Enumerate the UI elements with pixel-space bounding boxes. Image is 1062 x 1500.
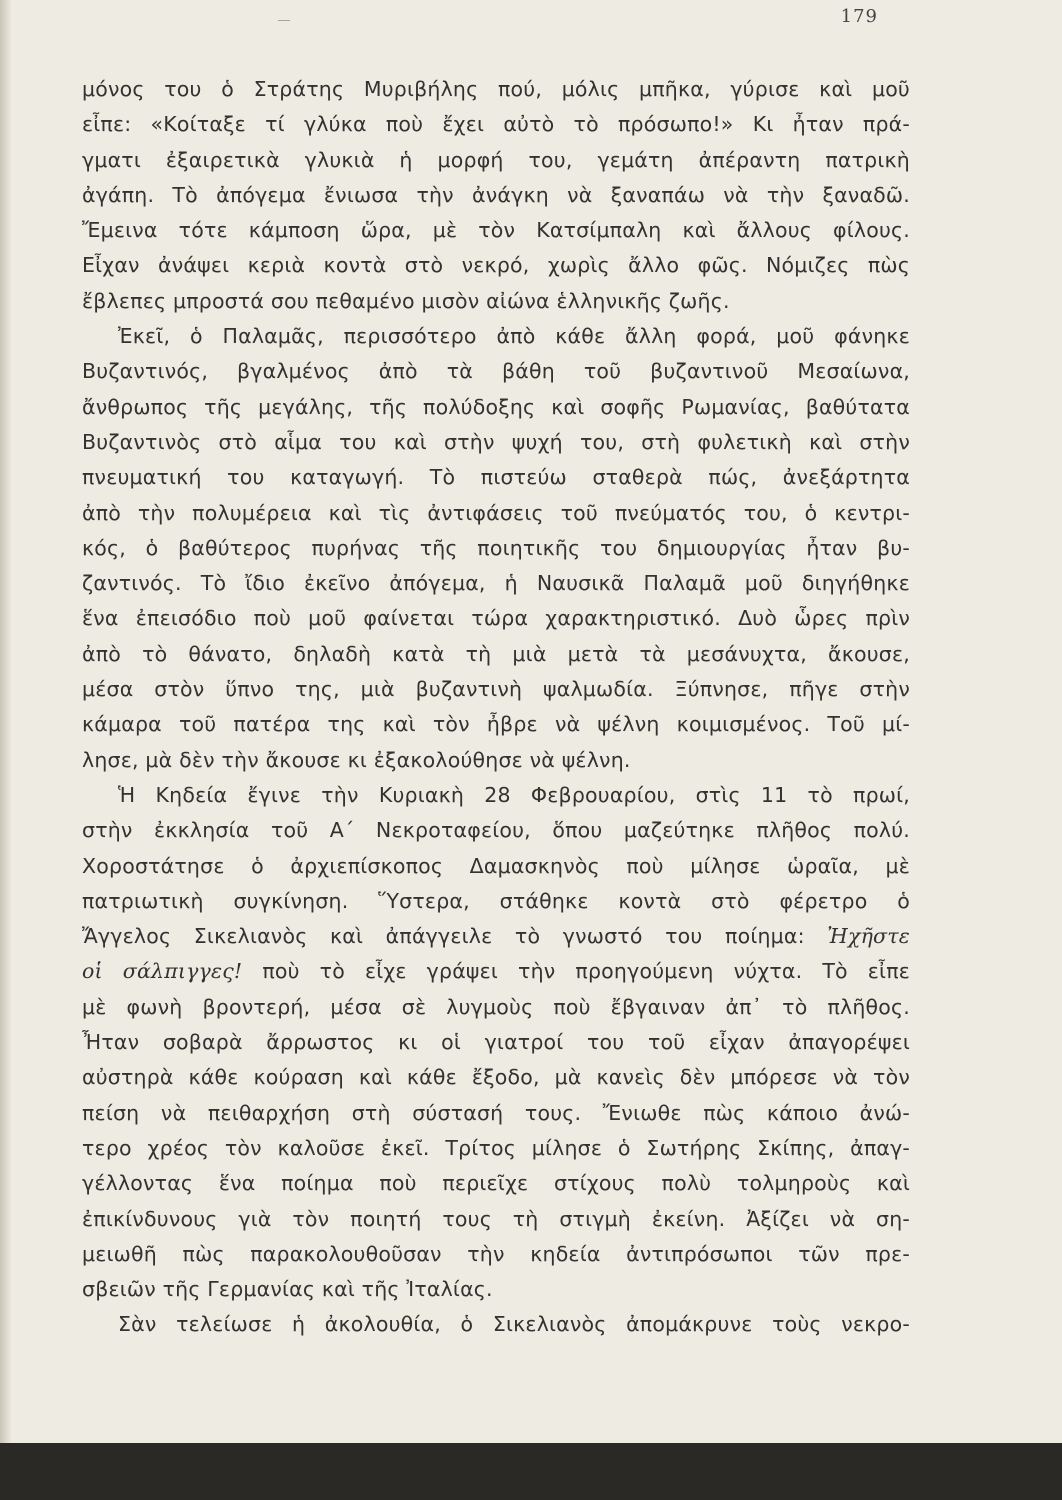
top-rule-mark (278, 20, 290, 21)
page-binding-shadow (0, 0, 12, 1443)
paragraph-start-line: Ἐκεῖ, ὁ Παλαμᾶς, περισσότερο ἀπὸ κάθε ἄλλη φορά, μοῦ φάνηκε (118, 324, 910, 349)
page-number: 179 (840, 6, 878, 27)
paragraph-start-line: Σὰν τελείωσε ἡ ἀκολουθία, ὁ Σικελιανὸς ἀπομάκρυνε τοὺς νεκρο- (118, 1312, 910, 1337)
scanner-bottom-edge (0, 1443, 1062, 1500)
poem-title-part2: οἱ σάλπιγγες! (82, 959, 243, 984)
text-line-with-title (82, 954, 910, 989)
text-segment: Ἄγγελος Σικελιανὸς καὶ ἀπάγγειλε τὸ γνωστό του ποίημα: (82, 924, 805, 949)
text-line: εἶπε: «Κοίταξε τί γλύκα ποὺ ἔχει αὐτὸ τὸ πρόσωπο!» Κι ἦταν πρά- (82, 112, 910, 137)
text-line: ἐπικίνδυνους γιὰ τὸν ποιητή τους τὴ στιγμὴ ἐκείνη. Ἀξίζει νὰ ση- (82, 1206, 910, 1231)
text-line: πείση νὰ πειθαρχήση στὴ σύστασή τους. Ἔνιωθε πὼς κάποιο ἀνώ- (82, 1100, 910, 1125)
text-line: λησε, μὰ δὲν τὴν ἄκουσε κι ἐξακολούθησε νὰ ψέλνη. (82, 747, 631, 772)
text-line: μειωθῆ πὼς παρακολουθοῦσαν τὴν κηδεία ἀντιπρόσωποι τῶν πρε- (82, 1241, 910, 1266)
text-segment: ποὺ τὸ εἶχε γράψει τὴν προηγούμενη νύχτα. Τὸ εἶπε (262, 959, 911, 984)
text-line: Βυζαντινὸς στὸ αἷμα του καὶ στὴν ψυχή του, στὴ φυλετικὴ καὶ στὴν (82, 429, 910, 454)
text-line: τερο χρέος τὸν καλοῦσε ἐκεῖ. Τρίτος μίλησε ὁ Σωτήρης Σκίπης, ἀπαγ- (82, 1135, 910, 1160)
text-line: Ἔμεινα τότε κάμποση ὥρα, μὲ τὸν Κατσίμπαλη καὶ ἄλλους φίλους. (82, 218, 910, 243)
body-text (82, 72, 910, 1343)
text-line: πνευματική του καταγωγή. Τὸ πιστεύω σταθερὰ πώς, ἀνεξάρτητα (82, 465, 910, 490)
text-line: μόνος του ὁ Στράτης Μυριβήλης πού, μόλις μπῆκα, γύρισε καὶ μοῦ (82, 77, 910, 101)
text-line: μέσα στὸν ὕπνο της, μιὰ βυζαντινὴ ψαλμωδία. Ξύπνησε, πῆγε στὴν (82, 677, 910, 702)
text-line: γματι ἐξαιρετικὰ γλυκιὰ ἡ μορφή του, γεμάτη ἀπέραντη πατρικὴ (82, 147, 910, 172)
text-line: Βυζαντινός, βγαλμένος ἀπὸ τὰ βάθη τοῦ βυζαντινοῦ Μεσαίωνα, (82, 359, 910, 384)
text-line: σβειῶν τῆς Γερμανίας καὶ τῆς Ἰταλίας. (82, 1277, 493, 1302)
text-line: αὐστηρὰ κάθε κούραση καὶ κάθε ἔξοδο, μὰ κανεὶς δὲν μπόρεσε νὰ τὸν (82, 1065, 910, 1090)
paragraph-start-line: Ἡ Κηδεία ἔγινε τὴν Κυριακὴ 28 Φεβρουαρίου, στὶς 11 τὸ πρωί, (118, 782, 910, 807)
text-line: ἀπὸ τὴν πολυμέρεια καὶ τὶς ἀντιφάσεις τοῦ πνεύματός του, ὁ κεντρι- (82, 500, 910, 525)
text-line-with-title (82, 919, 910, 954)
text-line: μὲ φωνὴ βροντερή, μέσα σὲ λυγμοὺς ποὺ ἔβγαιναν ἀπ᾿ τὸ πλῆθος. (82, 994, 910, 1019)
poem-title-part1: Ἠχῆστε (827, 924, 910, 949)
text-line: κός, ὁ βαθύτερος πυρήνας τῆς ποιητικῆς του δημιουργίας ἦταν βυ- (82, 535, 910, 560)
text-line: ἕνα ἐπεισόδιο ποὺ μοῦ φαίνεται τώρα χαρακτηριστικό. Δυὸ ὧρες πρὶν (82, 606, 910, 631)
text-line: Εἶχαν ἀνάψει κεριὰ κοντὰ στὸ νεκρό, χωρὶς ἄλλο φῶς. Νόμιζες πὼς (82, 253, 910, 278)
text-line: κάμαρα τοῦ πατέρα της καὶ τὸν ἦβρε νὰ ψέλνη κοιμισμένος. Τοῦ μί- (82, 712, 910, 737)
text-line: ζαντινός. Τὸ ἴδιο ἐκεῖνο ἀπόγεμα, ἡ Ναυσικᾶ Παλαμᾶ μοῦ διηγήθηκε (82, 571, 910, 596)
text-line: ἀπὸ τὸ θάνατο, δηλαδὴ κατὰ τὴ μιὰ μετὰ τὰ μεσάνυχτα, ἄκουσε, (82, 641, 910, 666)
text-line: ἄνθρωπος τῆς μεγάλης, τῆς πολύδοξης καὶ σοφῆς Ρωμανίας, βαθύτατα (82, 394, 910, 419)
text-line: ἔβλεπες μπροστά σου πεθαμένο μισὸν αἰώνα ἑλληνικῆς ζωῆς. (82, 288, 730, 313)
text-line: ἀγάπη. Τὸ ἀπόγεμα ἔνιωσα τὴν ἀνάγκη νὰ ξαναπάω νὰ τὴν ξαναδῶ. (82, 182, 910, 207)
text-line: Χοροστάτησε ὁ ἀρχιεπίσκοπος Δαμασκηνὸς ποὺ μίλησε ὡραῖα, μὲ (82, 853, 910, 878)
text-line: πατριωτικὴ συγκίνηση. Ὕστερα, στάθηκε κοντὰ στὸ φέρετρο ὁ (82, 888, 910, 913)
text-line: Ἦταν σοβαρὰ ἄρρωστος κι οἱ γιατροί του τοῦ εἶχαν ἀπαγορέψει (82, 1030, 910, 1055)
text-line: στὴν ἐκκλησία τοῦ Α΄ Νεκροταφείου, ὅπου μαζεύτηκε πλῆθος πολύ. (82, 818, 910, 843)
text-line: γέλλοντας ἕνα ποίημα ποὺ περιεῖχε στίχους πολὺ τολμηροὺς καὶ (82, 1171, 910, 1196)
